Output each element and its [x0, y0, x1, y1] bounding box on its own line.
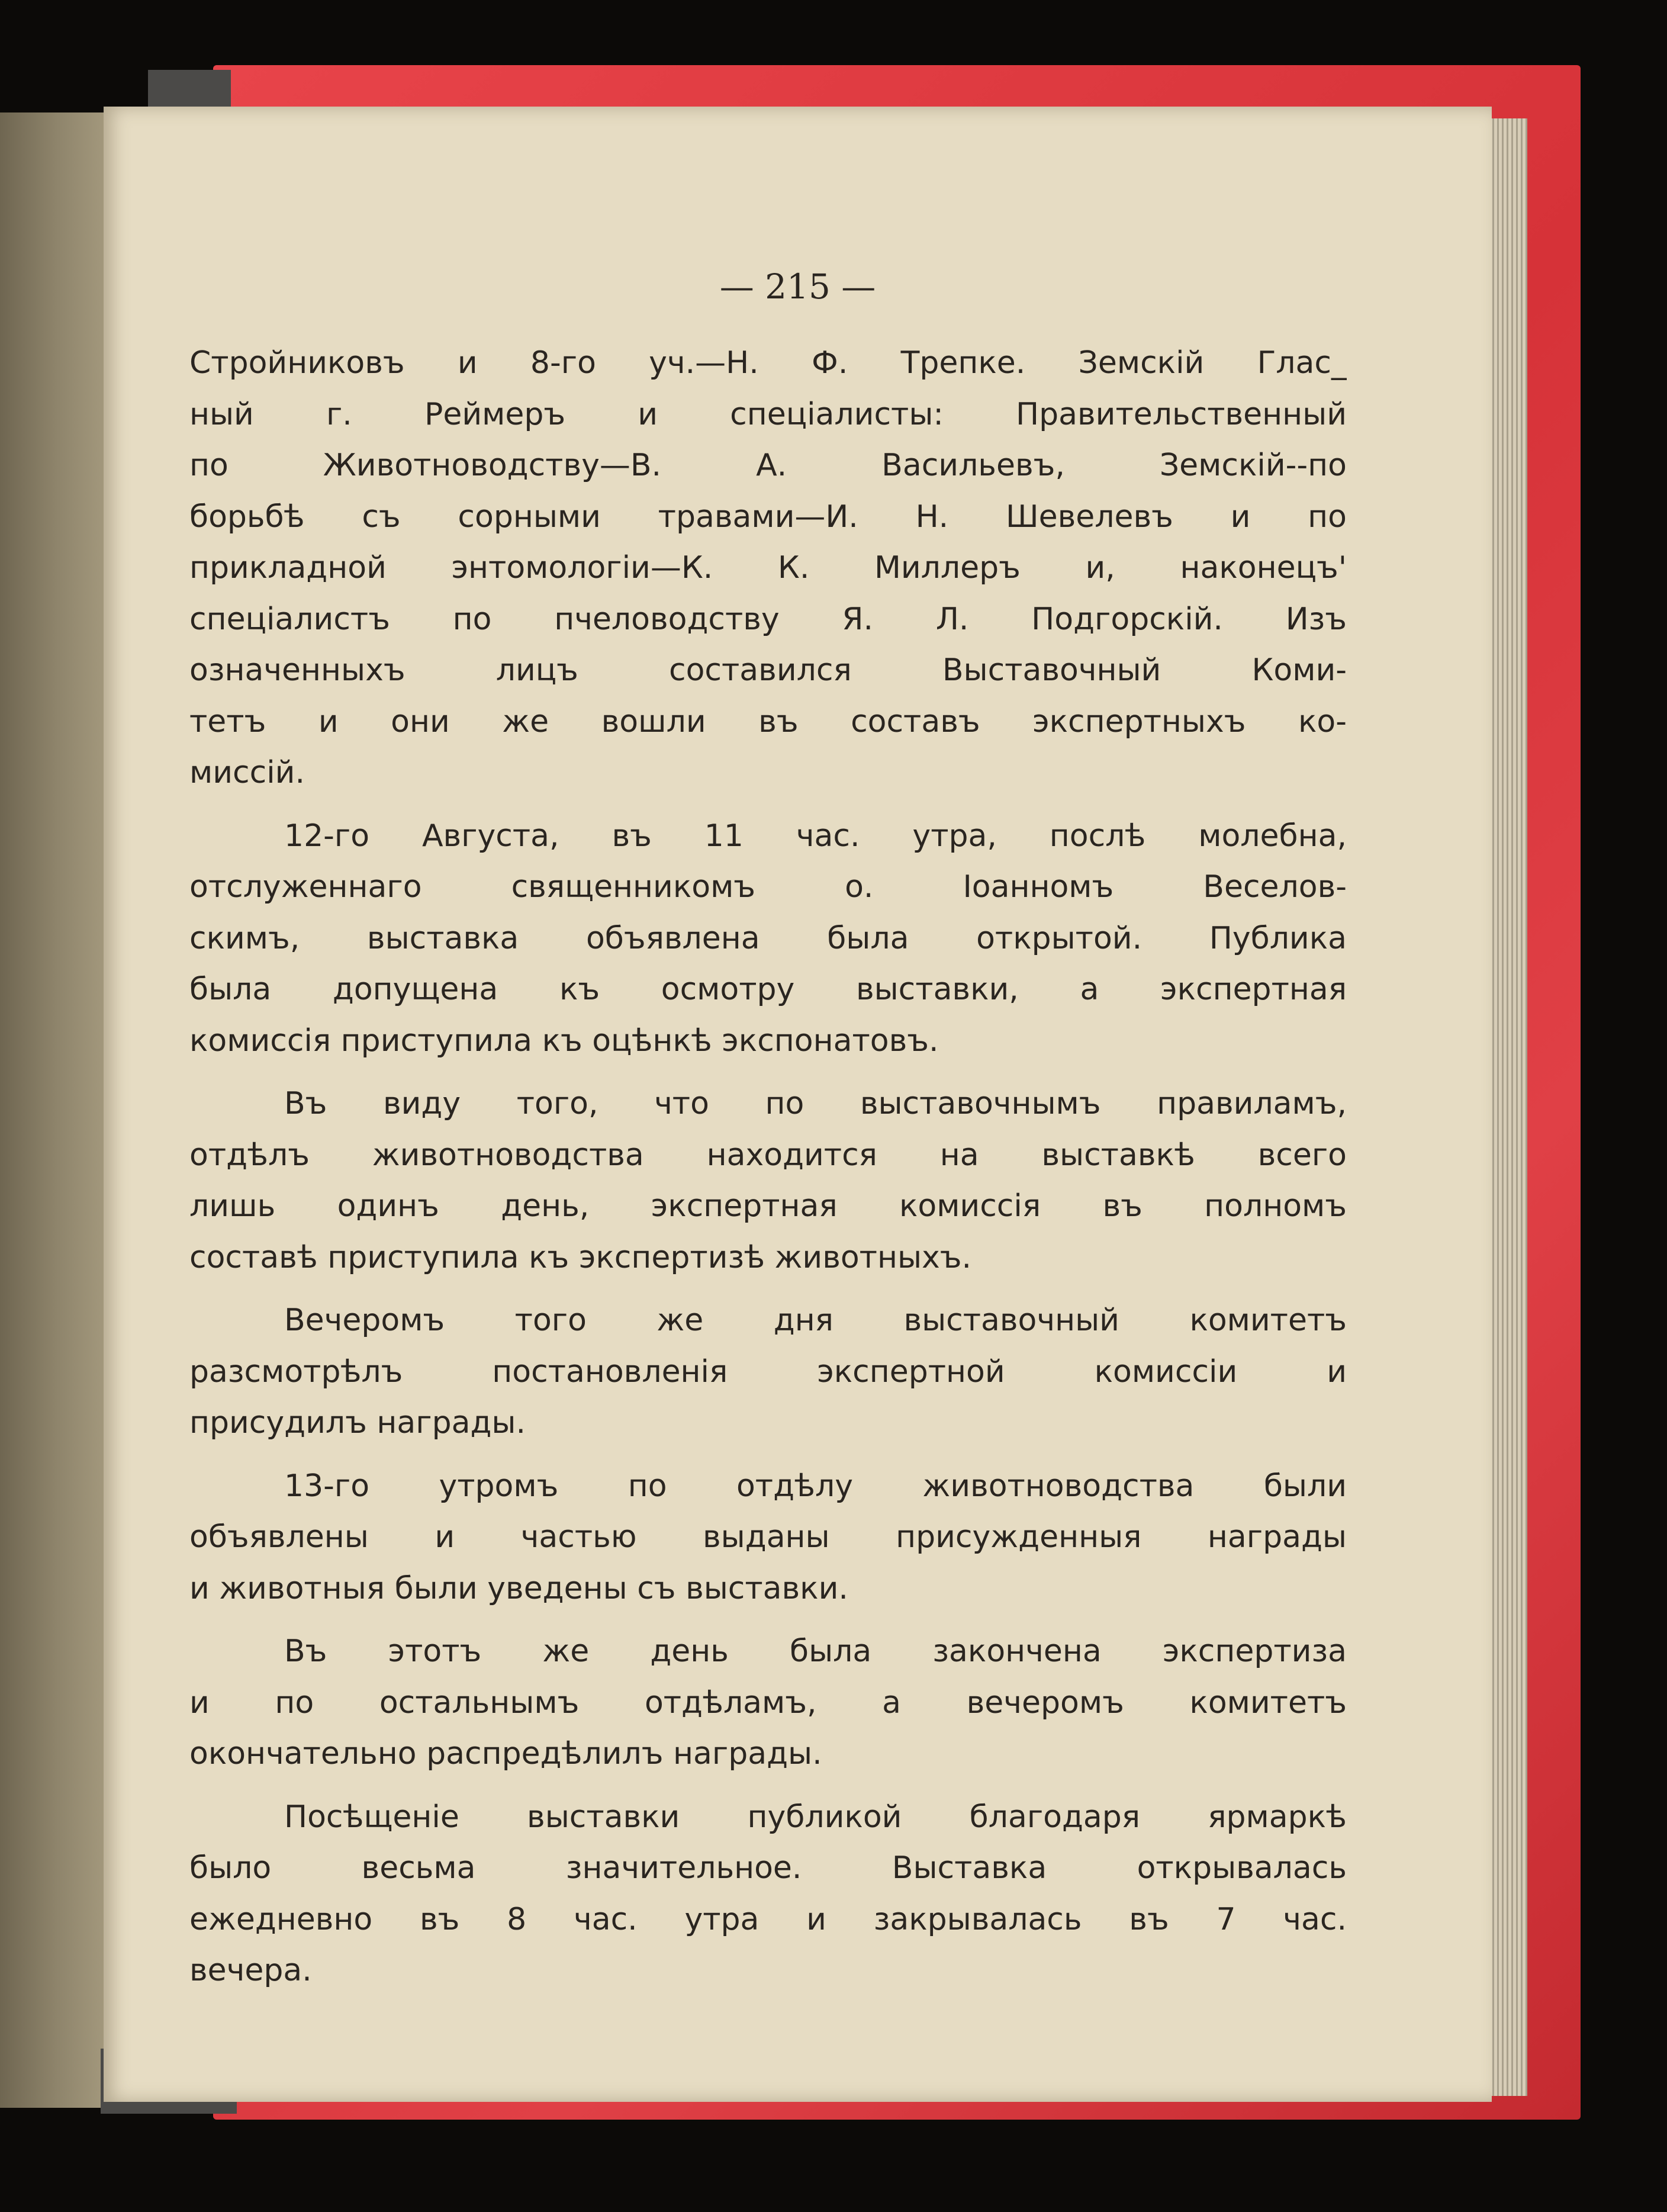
text-line: ный г. Реймеръ и спеціалисты: Правительственный — [189, 396, 1347, 432]
book-page — [104, 107, 1492, 2102]
text-line: ежедневно въ 8 час. утра и закрывалась въ 7 час. — [189, 1901, 1347, 1937]
text-line: Въ виду того, что по выставочнымъ правиламъ, — [284, 1086, 1347, 1121]
paragraph — [189, 1461, 1347, 1615]
text-line: борьбѣ съ сорными травами—И. Н. Шевелевъ и по — [189, 499, 1347, 535]
text-line: Посѣщеніе выставки публикой благодаря ярмаркѣ — [284, 1799, 1347, 1835]
paragraph — [189, 1295, 1347, 1449]
text-line: скимъ, выставка объявлена была открытой. Публика — [189, 920, 1347, 956]
text-line: отслуженнаго священникомъ о. Іоанномъ Веселов- — [189, 869, 1347, 905]
page-number: — 215 — — [719, 266, 876, 307]
text-line: и животныя были уведены съ выставки. — [189, 1570, 848, 1606]
text-line: тетъ и они же вошли въ составъ экспертныхъ ко- — [189, 703, 1347, 740]
previous-page-edge — [0, 112, 112, 2108]
text-line: Вечеромъ того же дня выставочный комитетъ — [284, 1303, 1347, 1338]
text-line: окончательно распредѣлилъ награды. — [189, 1736, 822, 1771]
text-line: по Животноводству—В. А. Васильевъ, Земскій--по — [189, 448, 1347, 483]
body-text — [189, 337, 1347, 1996]
text-line: 13-го утромъ по отдѣлу животноводства были — [284, 1468, 1347, 1504]
paragraph — [189, 337, 1347, 799]
text-line: присудилъ награды. — [189, 1405, 526, 1441]
text-line: 12-го Августа, въ 11 час. утра, послѣ молебна, — [284, 818, 1347, 854]
text-line: отдѣлъ животноводства находится на выставкѣ всего — [189, 1137, 1347, 1173]
text-line: и по остальнымъ отдѣламъ, а вечеромъ комитетъ — [189, 1684, 1347, 1721]
text-line: разсмотрѣлъ постановленія экспертной комиссіи и — [189, 1353, 1347, 1390]
paragraph — [189, 1078, 1347, 1283]
text-line: объявлены и частью выданы присужденныя награды — [189, 1519, 1347, 1555]
text-line: Въ этотъ же день была закончена экспертиза — [284, 1634, 1347, 1669]
text-line: было весьма значительное. Выставка открывалась — [189, 1850, 1347, 1886]
text-line: прикладной энтомологіи—К. К. Миллеръ и, наконецъ' — [189, 550, 1347, 586]
text-line: Стройниковъ и 8-го уч.—Н. Ф. Трепке. Земскій Глас_ — [189, 345, 1347, 381]
text-line: комиссія приступила къ оцѣнкѣ экспонатовъ. — [189, 1023, 939, 1059]
text-line: была допущена къ осмотру выставки, а экспертная — [189, 972, 1347, 1007]
text-line: составѣ приступила къ экспертизѣ животныхъ. — [189, 1239, 972, 1275]
paragraph — [189, 1792, 1347, 1996]
text-line: лишь одинъ день, экспертная комиссія въ полномъ — [189, 1188, 1347, 1224]
paragraph — [189, 811, 1347, 1067]
paragraph — [189, 1626, 1347, 1780]
text-line: спеціалистъ по пчеловодству Я. Л. Подгорскій. Изъ — [189, 601, 1347, 637]
text-line: означенныхъ лицъ составился Выставочный Коми- — [189, 652, 1347, 688]
text-line: миссій. — [189, 755, 305, 790]
text-line: вечера. — [189, 1953, 312, 1988]
